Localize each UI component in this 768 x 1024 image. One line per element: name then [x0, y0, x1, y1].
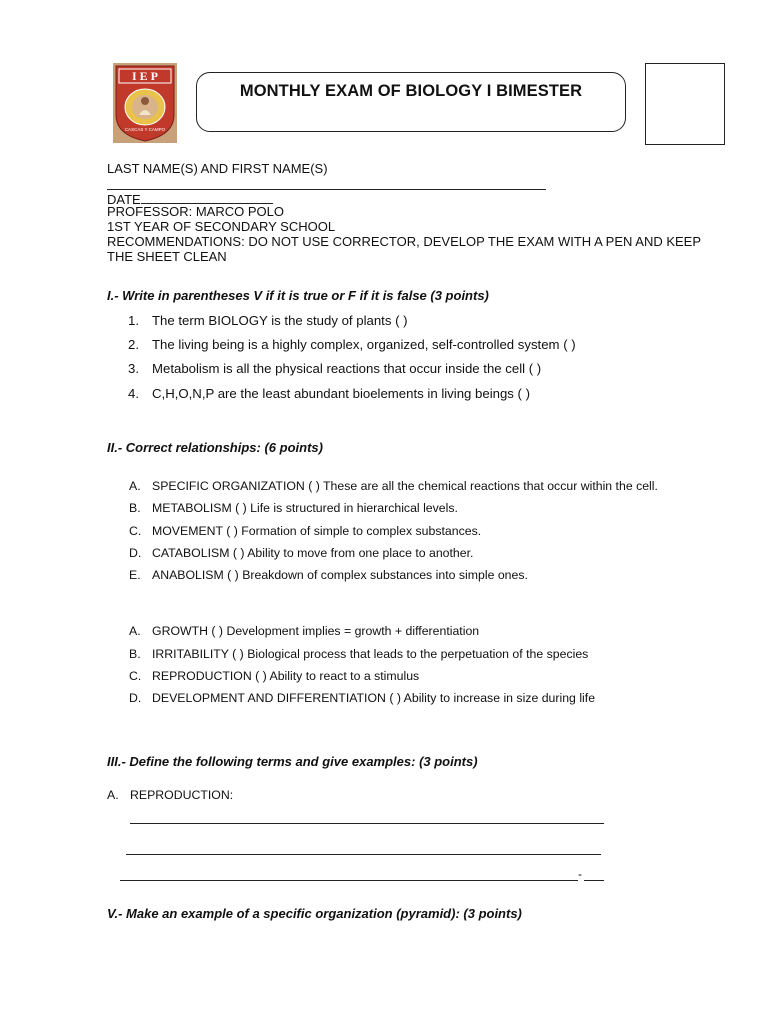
item-text: DEVELOPMENT AND DIFFERENTIATION ( ) Ability to increase in size during life	[152, 691, 596, 705]
item-text: IRRITABILITY ( ) Biological process that leads to the perpetuation of the species	[152, 647, 589, 661]
list-item	[129, 624, 479, 638]
professor-line: PROFESSOR: MARCO POLO	[107, 204, 284, 219]
list-item	[128, 313, 408, 328]
item-number: 4.	[128, 386, 139, 401]
item-letter: B.	[129, 501, 141, 515]
recommendations-line-2: THE SHEET CLEAN	[107, 249, 227, 264]
item-text: C,H,O,N,P are the least abundant bioelements in living beings ( )	[152, 386, 531, 401]
recommendations-line-1: RECOMMENDATIONS: DO NOT USE CORRECTOR, DEVELOP THE EXAM WITH A PEN AND KEEP	[107, 234, 702, 249]
item-text: METABOLISM ( ) Life is structured in hierarchical levels.	[152, 501, 458, 515]
item-text: REPRODUCTION ( ) Ability to react to a stimulus	[152, 669, 420, 683]
list-item	[129, 647, 588, 661]
line-suffix: -	[578, 867, 582, 881]
item-letter: B.	[129, 647, 141, 661]
list-item	[129, 501, 458, 515]
list-item	[128, 361, 541, 376]
answer-line-1[interactable]	[130, 823, 604, 824]
item-letter: D.	[129, 546, 142, 560]
item-text: The living being is a highly complex, organized, self-controlled system ( )	[152, 337, 576, 352]
item-letter: C.	[129, 524, 142, 538]
year-line: 1ST YEAR OF SECONDARY SCHOOL	[107, 219, 336, 234]
list-item	[129, 691, 595, 705]
item-letter: D.	[129, 691, 142, 705]
list-item	[129, 669, 419, 683]
item-text: Metabolism is all the physical reactions that occur inside the cell ( )	[152, 361, 542, 376]
list-item	[129, 546, 473, 560]
item-letter: C.	[129, 669, 142, 683]
term-label: REPRODUCTION:	[130, 788, 234, 802]
answer-line-2[interactable]	[126, 854, 601, 855]
section-1-heading: I.- Write in parentheses V if it is true or F if it is false (3 points)	[107, 288, 489, 303]
list-item	[129, 524, 481, 538]
term-letter: A.	[107, 788, 119, 802]
answer-line-3-row[interactable]	[120, 868, 606, 881]
list-item	[129, 479, 658, 493]
list-item	[128, 337, 576, 352]
name-label: LAST NAME(S) AND FIRST NAME(S)	[107, 161, 328, 176]
list-item	[129, 568, 528, 582]
date-label: DATE	[107, 192, 141, 207]
exam-title: MONTHLY EXAM OF BIOLOGY I BIMESTER	[239, 82, 583, 100]
title-box	[196, 72, 626, 132]
item-number: 1.	[128, 313, 139, 328]
date-field-line[interactable]	[141, 191, 273, 204]
item-letter: E.	[129, 568, 141, 582]
item-letter: A.	[129, 624, 141, 638]
term-row	[107, 788, 233, 802]
grade-box[interactable]	[645, 63, 725, 145]
item-text: The term BIOLOGY is the study of plants ( )	[152, 313, 408, 328]
list-item	[128, 386, 530, 401]
item-text: SPECIFIC ORGANIZATION ( ) These are all the chemical reactions that occur within the cell.	[152, 479, 658, 493]
item-letter: A.	[129, 479, 141, 493]
logo-top-text: I E P	[131, 69, 159, 83]
section-3-heading: III.- Define the following terms and give examples: (3 points)	[107, 754, 478, 769]
item-number: 2.	[128, 337, 139, 352]
section-5-heading: V.- Make an example of a specific organization (pyramid): (3 points)	[107, 906, 522, 921]
item-text: GROWTH ( ) Development implies = growth + differentiation	[152, 624, 480, 638]
name-field-line[interactable]	[107, 176, 546, 190]
school-logo	[113, 63, 177, 143]
logo-bottom-text: CASCAS Y CAMPO	[124, 127, 166, 132]
item-text: MOVEMENT ( ) Formation of simple to complex substances.	[152, 524, 482, 538]
item-number: 3.	[128, 361, 139, 376]
item-text: ANABOLISM ( ) Breakdown of complex substances into simple ones.	[152, 568, 528, 582]
section-2-heading: II.- Correct relationships: (6 points)	[107, 440, 323, 455]
item-text: CATABOLISM ( ) Ability to move from one place to another.	[152, 546, 474, 560]
